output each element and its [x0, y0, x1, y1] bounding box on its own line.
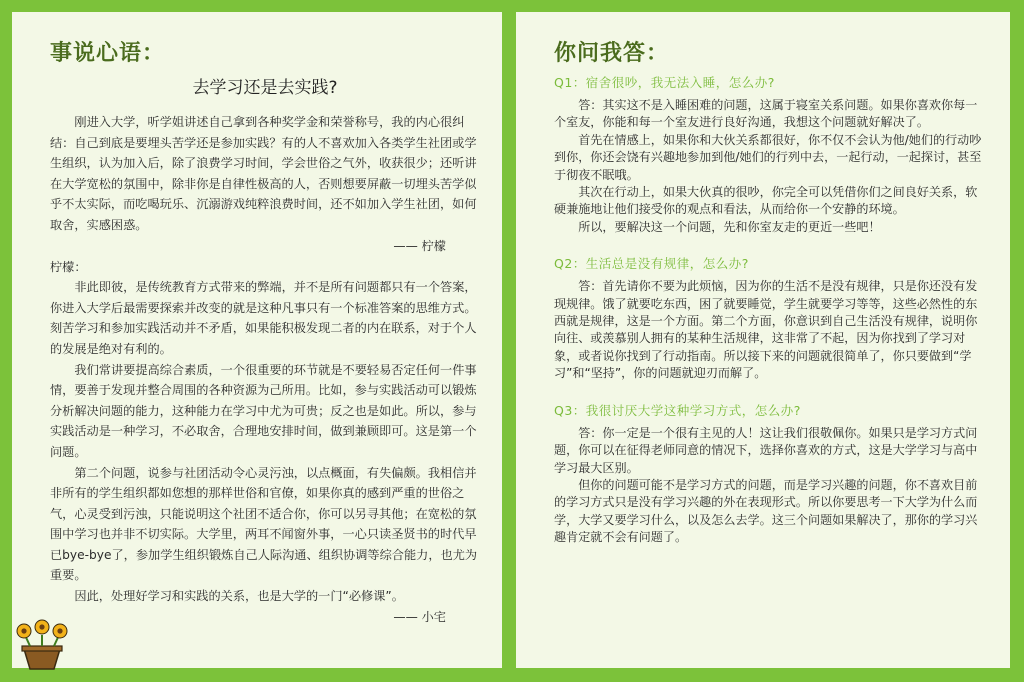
article-title: 去学习还是去实践?: [192, 78, 338, 98]
reply-paragraph-2: 我们常讲要提高综合素质，一个很重要的环节就是不要轻易否定任何一件事情，要善于发现并整合周围的各种资源为己所用。比如，参与实践活动可以锻炼分析解决问题的能力，这种能力在学习中尤为可贵；反之也是如此。所以，参与实践活动是一种学习，不必取舍，合理地安排时间，做到兼顾即可。这是第一个问题。: [50, 362, 477, 459]
answer-1-paragraph-4: 所以，要解决这一个问题，先和你室友走的更近一些吧！: [578, 219, 881, 234]
answer-3-paragraph-1: 答：你一定是一个很有主见的人！这让我们很敬佩你。如果只是学习方式问题，你可以在征得老师同意的情况下，选择你喜欢的方式，这是大学学习与高中学习最大区别。: [554, 425, 978, 475]
answer-3-paragraph-2: 但你的问题可能不是学习方式的问题，而是学习兴趣的问题，你不喜欢目前的学习方式只是没有学习兴趣的外在表现形式。所以你要思考一下大学为什么而学，大学又要学习什么，以及怎么去学。这三个问题如果解决了，那你的学习兴趣肯定就不会有问题了。: [554, 477, 978, 545]
question-2: Q2：生活总是没有规律，怎么办?: [554, 256, 749, 272]
reply-paragraph-4: 因此，处理好学习和实践的关系，也是大学的一门“必修课”。: [74, 589, 404, 604]
answer-1-paragraph-1: 答：其实这不是入睡困难的问题，这属于寝室关系问题。如果你喜欢你每一个室友，你能和每一个室友进行良好沟通，我想这个问题就好解决了。: [554, 98, 978, 130]
question-3: Q3：我很讨厌大学这种学习方式，怎么办?: [554, 402, 801, 418]
flower-pot-icon: [10, 615, 74, 671]
reply-paragraph-1: 非此即彼，是传统教育方式带来的弊端，并不是所有问题都只有一个答案，你进入大学后最需要探索并改变的就是这种凡事只有一个标准答案的思维方式。刻苦学习和参加实践活动并不矛盾，如果能积极发现二者的内在联系，对于个人的发展是绝对有利的。: [50, 280, 477, 356]
right-panel: [516, 12, 1010, 668]
left-panel: [12, 12, 502, 668]
left-heading: 事说心语：: [50, 41, 166, 66]
answer-2-paragraph-1: 答：首先请你不要为此烦恼，因为你的生活不是没有规律，只是你还没有发现规律。饿了就要吃东西，困了就要睡觉，学生就要学习等等，这些必然性的东西就是规律，这是一个方面。第二个方面，你意识到自己生活没有规律，说明你向往、或羡慕别人拥有的某种生活规律，这非常了不起，因为你找到了学习对象，或者说你找到了行动指南。所以接下来的问题就很简单了，你只要做到“学习”和“坚持”，你的问题就迎刃而解了。: [554, 279, 978, 381]
reply-salutation: 柠檬：: [50, 259, 87, 274]
intro-signature: —— 柠檬: [393, 238, 446, 253]
intro-paragraph: 刚进入大学，听学姐讲述自己拿到各种奖学金和荣誉称号，我的内心很纠结：自己到底是要埋头苦学还是参加实践？有的人不喜欢加入各类学生社团或学生组织，认为加入后，除了浪费学习时间，学会世俗之气外，收获很少；还听讲在大学宽松的氛围中，除非你是自律性极高的人，否则想要屏蔽一切埋头苦学似乎不太实际，而吃喝玩乐、沉溺游戏纯粹浪费时间，还不如加入学生社团，如何取舍，实感困惑。: [50, 115, 477, 232]
reply-paragraph-3: 第二个问题，说参与社团活动令心灵污浊，以点概面，有失偏颇。我相信并非所有的学生组织都如您想的那样世俗和官僚，如果你真的感到严重的世俗之气，心灵受到污浊，只能说明这个社团不适合你，你可以另寻其他；在宽松的氛围中学习也并非不切实际。大学里，两耳不闻窗外事，一心只读圣贤书的时代早已bye-bye了，参加学生组织锻炼自己人际沟通、组织协调等综合能力，也尤为重要。: [50, 465, 478, 583]
answer-1-paragraph-2: 首先在情感上，如果你和大伙关系都很好，你不仅不会认为他/她们的行动吵到你，你还会饶有兴趣地参加到他/她们的行列中去，一起行动，一起探讨，甚至于彻夜不眠哦。: [554, 132, 982, 182]
reply-signature: —— 小宅: [393, 609, 446, 624]
right-heading: 你问我答：: [554, 41, 670, 66]
answer-1-paragraph-3: 其次在行动上，如果大伙真的很吵，你完全可以凭借你们之间良好关系，软硬兼施地让他们接受你的观点和看法，从而给你一个安静的环境。: [554, 185, 978, 217]
question-1: Q1：宿舍很吵，我无法入睡，怎么办?: [554, 75, 775, 90]
